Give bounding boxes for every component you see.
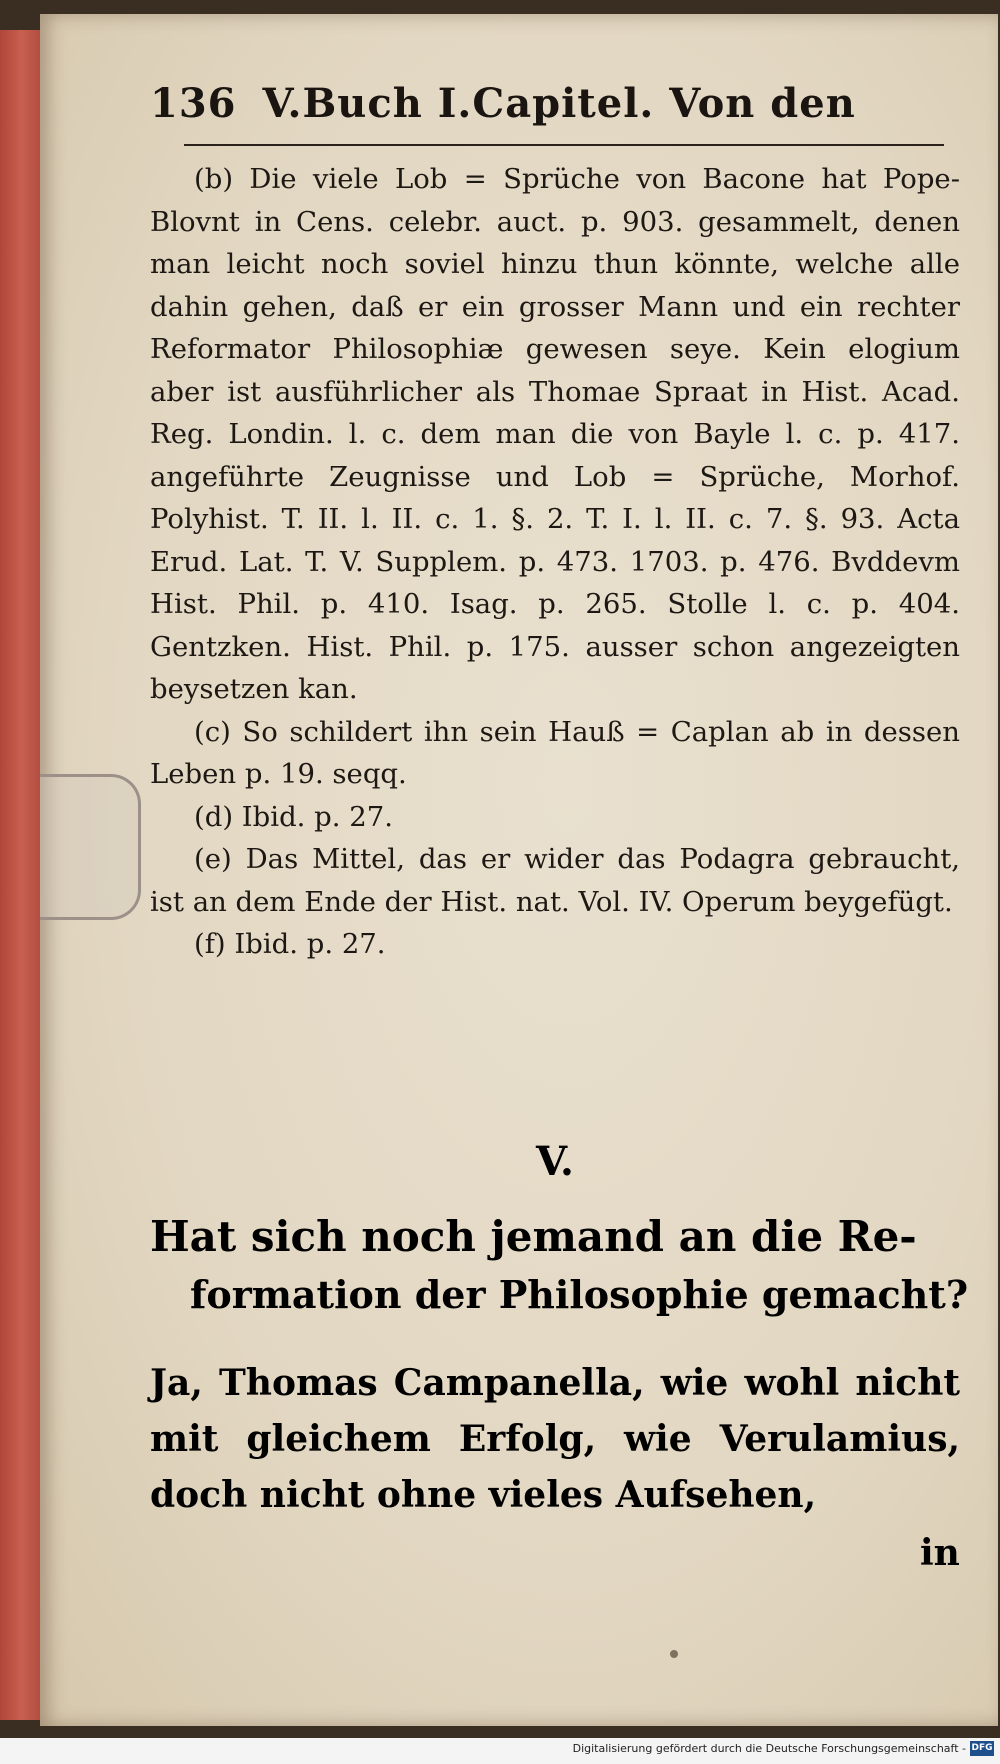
footnotes [150,158,960,966]
digitization-credit: Digitalisierung gefördert durch die Deutsche Forschungsgemeinschaft - [572,1742,966,1755]
heading-line-2: formation der Philosophie gemacht? [190,1272,969,1317]
page-clip [40,774,141,920]
section-number: V. [536,1138,574,1185]
footnote-d: (d) Ibid. p. 27. [194,800,393,833]
footnote-f: (f) Ibid. p. 27. [194,928,386,960]
heading-line-1: Hat sich noch jemand an die Re- [150,1212,917,1261]
page-header [150,80,940,127]
footnote-e: (e) Das Mittel, das er wider das Podagra gebraucht, ist an dem Ende der Hist. nat. Vol. IV. Operum beygefügt. [150,843,960,918]
catchword: in [920,1532,960,1574]
body-paragraph: Ja, Thomas Campanella, wie wohl nicht mit gleichem Erfolg, wie Verulamius, doch nicht ohne vieles Aufsehen, [150,1362,960,1516]
paper-spot [670,1650,678,1658]
page-number: 136 [150,80,237,127]
footnote-c: (c) So schildert ihn sein Hauß = Caplan ab in dessen Leben p. 19. seqq. [150,715,960,790]
header-rule [184,144,944,146]
section-heading [150,1208,970,1324]
running-title: V.Buch I.Capitel. Von den [262,80,856,127]
footnote-b: (b) Die viele Lob = Sprüche von Bacone hat Pope-Blovnt in Cens. celebr. auct. p. 903. gesammelt, denen man leicht noch soviel hinzu thun könnte, welche alle dahin gehen, daß er ein grosser Mann und ein rechter Reformator Philosophiæ gewesen seye. Kein elogium aber ist ausführlicher als Thomae Spraat in Hist. Acad. Reg. Londin. l. c. dem man die von Bayle l. c. p. 417. angeführte Zeugnisse und Lob = Sprüche, Morhof. Polyhist. T. II. l. II. c. 1. §. 2. T. I. l. II. c. 7. §. 93. Acta Erud. Lat. T. V. Supplem. p. 473. 1703. p. 476. Bvddevm Hist. Phil. p. 410. Isag. p. 265. Stolle l. c. p. 404. Gentzken. Hist. Phil. p. 175. ausser schon angezeigten beysetzen kan. [150,163,960,705]
dfg-logo: DFG [970,1741,994,1756]
